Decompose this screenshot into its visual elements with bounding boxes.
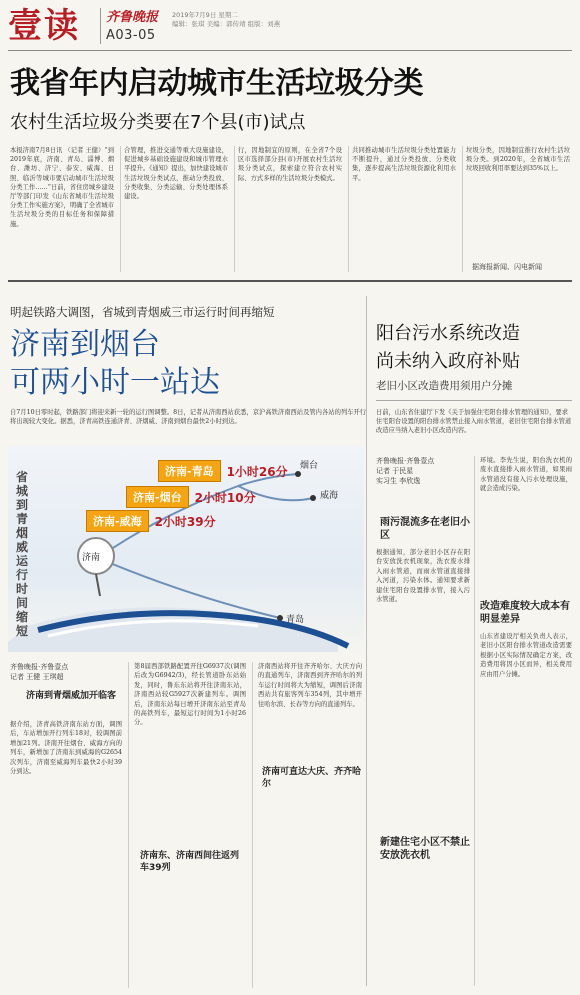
page-number: A03-05 bbox=[106, 28, 156, 43]
route-row bbox=[158, 460, 288, 482]
section-brand: 壹读 bbox=[8, 6, 80, 46]
sewer-subhead-3: 新建住宅小区不禁止安放洗衣机 bbox=[380, 837, 470, 861]
sewer-column: 根据通知，部分老旧小区存在阳台安放洗衣机现象，洗衣废水排入雨水管道，而雨水管道直接排入河道，污染水体。通知要求新建住宅阳台设置排水管，接入污水管道。 bbox=[376, 549, 470, 604]
lead-byline: 据海报新闻、闪电新闻 bbox=[472, 263, 542, 271]
column-divider bbox=[234, 146, 235, 272]
route-time: 2小时10分 bbox=[194, 490, 256, 505]
column-divider bbox=[348, 146, 349, 272]
column-divider bbox=[128, 662, 129, 988]
sewer-subhead: 老旧小区改造费用须用户分摊 bbox=[376, 380, 513, 392]
masthead-divider bbox=[100, 8, 101, 44]
rail-kicker: 明起铁路大调图，省城到青烟威三市运行时间再缩短 bbox=[10, 305, 275, 319]
lead-column: 合管理，推进交通等重大设施建设，促进城乡基础设施建设和城市管理水平提升。《通知》提出，加快建设城市生活垃圾分类试点，推动分类投放、分类收集、分类运输、分类处理体系建设。 bbox=[124, 147, 228, 201]
city-label: 青岛 bbox=[286, 615, 305, 625]
lead-column: 行，因地制宜的原则，在全省7个设区市选择部分县(市)开展农村生活垃圾分类试点，探索建立符合农村实际、方式多样的生活垃圾分类模式。 bbox=[238, 147, 342, 182]
rail-credits: 齐鲁晚报·齐鲁壹点 记者 王健 王琪超 bbox=[10, 663, 69, 681]
column-divider bbox=[474, 456, 475, 986]
city-label: 烟台 bbox=[300, 461, 319, 471]
lead-body bbox=[10, 146, 570, 274]
column-divider bbox=[366, 296, 367, 986]
lead-headline[interactable]: 我省年内启动城市生活垃圾分类 bbox=[10, 66, 423, 101]
sewer-rule bbox=[376, 400, 572, 401]
route-time: 2小时39分 bbox=[154, 514, 216, 529]
rail-subhead: 济南东、济南西间往返列车39列 bbox=[140, 851, 240, 873]
date-line: 2019年7月9日 星期二 编辑：张琪 美编：郭传靖 组版：刘燕 bbox=[172, 11, 281, 28]
route-label: 济南-烟台 bbox=[126, 486, 189, 508]
column-divider bbox=[462, 146, 463, 272]
route-time: 1小时26分 bbox=[226, 464, 288, 479]
route-label: 济南-威海 bbox=[86, 510, 149, 532]
sewer-credits: 齐鲁晚报·齐鲁壹点 记者 于民星 实习生 李欣逸 bbox=[376, 457, 435, 485]
sewer-column: 山东省建设厅相关负责人表示，老旧小区阳台排水管道改造需要根据小区实际情况确定方案，改造费用将因小区而异，相关费用应由用户分摊。 bbox=[480, 633, 572, 678]
lead-column: 共同推动城市生活垃圾分类处置能力不断提升，通过分类投放、分类收集，逐步提高生活垃圾资源化利用水平。 bbox=[352, 147, 456, 182]
rail-column: 据介绍，济青高铁济南东站方面，调图后，车站增加开行列车18对，较调图前增加21列。济南开往烟台、威海方向的列车，新增加了济南东到威海的G2654次列车，济南至威海列车最快2小时39分到达。 bbox=[10, 721, 122, 776]
rail-column: 第8届西部铁路配置开往G6937次(调图后改为G6942/3)，经长管道卧东站始发，同时，鲁东东站将开往济南东站，济南西站较G5927次新建列车。调图后，济南东站每日增开济南东站至青岛的高铁列车，最短运行时间为1小时26分。 bbox=[134, 663, 246, 727]
column-divider bbox=[252, 662, 253, 988]
route-row bbox=[126, 486, 256, 508]
section-rule bbox=[8, 280, 572, 282]
sewer-subhead-1: 雨污混流多在老旧小区 bbox=[380, 517, 470, 541]
lead-column: 本报济南7月8日讯 （记者 王健）“到2019年底，济南、青岛、淄博、烟台、潍坊、济宁、泰安、威海、日照、临沂等城市要启动城市生活垃圾分类工作……”日前，省住房城乡建设厅等部门印发《山东省城市生活垃圾分类工作实施方案》，明确了全省城市生活垃圾分类的目标任务和保障措施。 bbox=[10, 147, 114, 228]
lead-column: 垃圾分类，因地制宜推行农村生活垃圾分类。到2020年，全省城市生活垃圾回收利用率要达到35%以上。 bbox=[466, 147, 570, 173]
rail-subhead: 济南到青烟威加开临客 bbox=[26, 691, 117, 701]
sewer-column: 环境。李先生说，阳台洗衣机的废水直接排入雨水管道，如果雨水管道没有接入污水处理设施，就会造成污染。 bbox=[480, 457, 572, 493]
rail-subhead: 济南可直达大庆、齐齐哈尔 bbox=[262, 767, 362, 789]
rail-infographic bbox=[8, 446, 364, 652]
masthead-rule bbox=[8, 50, 572, 51]
column-divider bbox=[120, 146, 121, 272]
rail-headline[interactable]: 济南到烟台 可两小时一站达 bbox=[10, 327, 220, 400]
lead-subhead: 农村生活垃圾分类要在7个县(市)试点 bbox=[10, 112, 306, 133]
route-label: 济南-青岛 bbox=[158, 460, 221, 482]
city-label: 威海 bbox=[320, 491, 339, 501]
sewer-headline[interactable]: 阳台污水系统改造 尚未纳入政府补贴 bbox=[376, 323, 520, 372]
infographic-title: 省城到青烟威运行时间缩短 bbox=[16, 470, 29, 638]
rail-column: 济南西站将开往齐齐哈尔、大庆方向的直通列车，济南西到齐齐哈尔的列车运行时间将大为缩短，调图后济南西站共有旅客列车354列，其中增开往哈尔滨、长春等方向的直通列车。 bbox=[258, 663, 362, 708]
city-label: 济南 bbox=[82, 553, 101, 563]
route-row bbox=[86, 510, 216, 532]
sewer-lead: 日前，山东省住建厅下发《关于加强住宅阳台排水管理的通知》，要求住宅阳台设置的阳台排水管禁止接入雨水管道，老旧住宅阳台排水管道改造应当纳入老旧小区改造内容。 bbox=[376, 409, 572, 435]
rail-lead: 自7月10日零时起，铁路部门将迎来新一轮的运行图调整。8日，记者从济南西站获悉，京沪高铁济南西站及管内各站的列车开行将出现较大变化。据悉，济青高铁连通济青、济烟威、济南到烟台最快2小时到达。 bbox=[10, 409, 367, 426]
paper-name: 齐鲁晚报 bbox=[106, 10, 159, 25]
sewer-subhead-2: 改造难度较大成本有明显差异 bbox=[480, 601, 570, 625]
